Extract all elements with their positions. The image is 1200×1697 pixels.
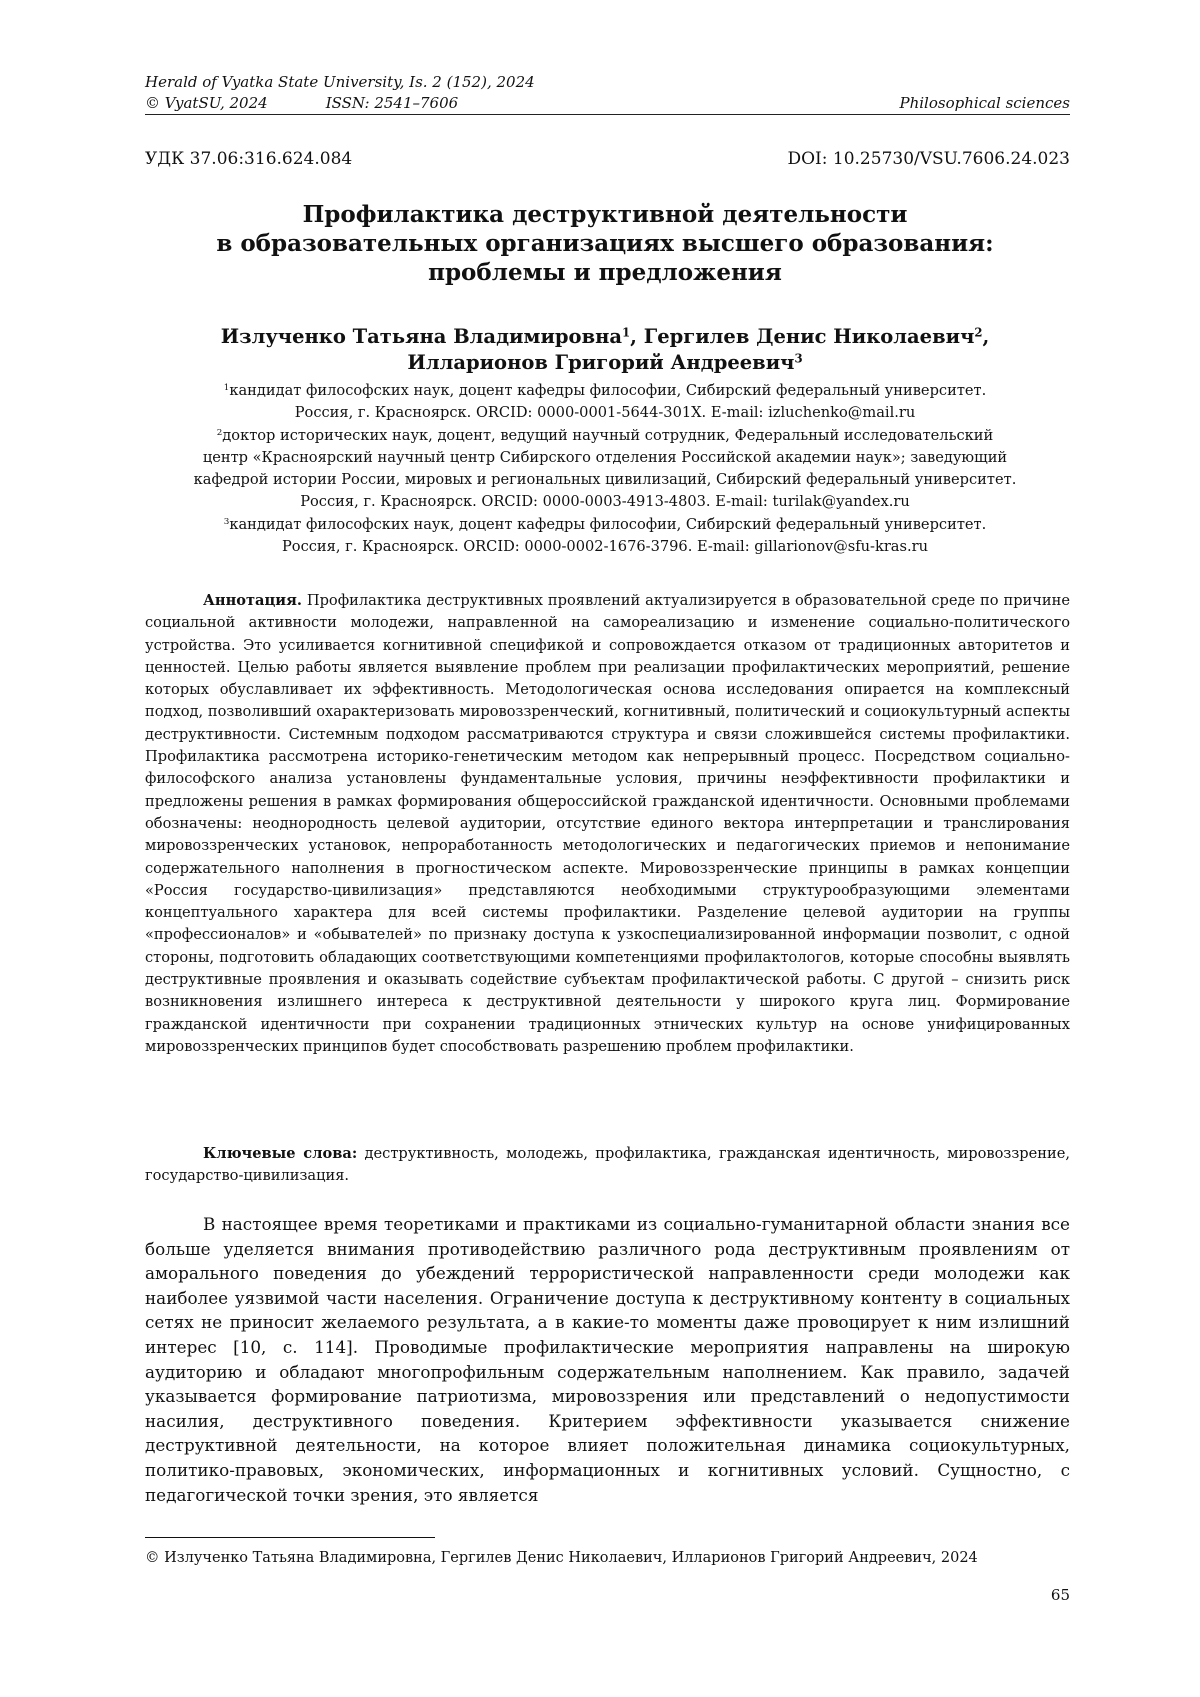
affiliation-line: Россия, г. Красноярск. ORCID: 0000-0002-1676-3796. E-mail: gillarionov@sfu-kras.ru (130, 536, 1080, 558)
article-title (130, 200, 1080, 287)
header-divider (145, 114, 1070, 115)
author-name: Гергилев Денис Николаевич (644, 325, 975, 348)
author-name: Илларионов Григорий Андреевич (407, 351, 794, 374)
article-identifiers (145, 149, 1070, 169)
affiliation-text: кандидат философских наук, доцент кафедры философии, Сибирский федеральный университет. (229, 516, 986, 533)
body-paragraph: В настоящее время теоретиками и практиками из социально-гуманитарной области знания все больше уделяется внимания противодействию различного рода деструктивным проявлениям от аморального поведения до убеждений террористической направленности среди молодежи как наиболее уязвимой части населения. Ограничение доступа к деструктивному контенту в социальных сетях не приносит желаемого результата, а в какие-то моменты даже провоцирует к ним излишний интерес [10, с. 114]. Проводимые профилактические мероприятия направлены на широкую аудиторию и обладают многопрофильным содержательным наполнением. Как правило, задачей указывается формирование патриотизма, мировоззрения или представлений о недопустимости насилия, деструктивного поведения. Критерием эффективности указывается снижение деструктивной деятельности, на которое влияет положительная динамика социокультурных, политико-правовых, экономических, информационных и когнитивных условий. Сущностно, с педагогической точки зрения, это является (145, 1212, 1070, 1507)
affiliation-line (130, 380, 1080, 402)
title-line: в образовательных организациях высшего образования: (130, 229, 1080, 258)
footnote-divider (145, 1537, 435, 1538)
author-index: 3 (794, 352, 802, 366)
authors-line (130, 350, 1080, 376)
affiliation-text: кандидат философских наук, доцент кафедры философии, Сибирский федеральный университет. (229, 382, 986, 399)
author-name: Излученко Татьяна Владимировна (221, 325, 622, 348)
author-index: 1 (622, 326, 630, 340)
abstract (145, 590, 1070, 1058)
issn: ISSN: 2541–7606 (326, 94, 458, 113)
affiliation-line: кафедрой истории России, мировых и региональных цивилизаций, Сибирский федеральный университет. (130, 469, 1080, 491)
authors-line: Излученко Татьяна Владимировна1, Гергилев Денис Николаевич2, (130, 324, 1080, 350)
affiliation-index: 1 (224, 383, 230, 393)
udk: УДК 37.06:316.624.084 (145, 149, 352, 169)
affiliation-index: 2 (217, 428, 223, 438)
journal-name: Herald of Vyatka State University, Is. 2 (152), 2024 (145, 73, 535, 91)
authors (130, 324, 1080, 376)
affiliation-line (130, 514, 1080, 536)
copyright-footnote: © Излученко Татьяна Владимировна, Гергилев Денис Николаевич, Илларионов Григорий Андреевич, 2024 (145, 1548, 1070, 1568)
abstract-label: Аннотация. (203, 592, 302, 609)
affiliations (130, 380, 1080, 558)
title-line: проблемы и предложения (130, 258, 1080, 287)
title-line: Профилактика деструктивной деятельности (130, 200, 1080, 229)
copyright: © VyatSU, 2024 (145, 94, 268, 113)
page-number: 65 (1051, 1586, 1070, 1604)
author-separator: , (630, 325, 644, 348)
keywords-label: Ключевые слова: (203, 1145, 357, 1162)
journal-subheader (145, 94, 1070, 113)
affiliation-line: центр «Красноярский научный центр Сибирского отделения Российской академии наук»; заведующий (130, 447, 1080, 469)
affiliation-index: 3 (224, 517, 230, 527)
affiliation-line: Россия, г. Красноярск. ORCID: 0000-0003-4913-4803. E-mail: turilak@yandex.ru (130, 491, 1080, 513)
affiliation-line: Россия, г. Красноярск. ORCID: 0000-0001-5644-301X. E-mail: izluchenko@mail.ru (130, 402, 1080, 424)
keywords-text: деструктивность, молодежь, профилактика, гражданская идентичность, мировоззрение, государство-цивилизация. (145, 1145, 1070, 1184)
affiliation-line (130, 425, 1080, 447)
author-index: 2 (974, 326, 982, 340)
abstract-text: Профилактика деструктивных проявлений актуализируется в образовательной среде по причине социальной активности молодежи, направленной на самореализацию и изменение социально-политического устройства. Это усиливается когнитивной спецификой и сопровождается отказом от традиционных авторитетов и ценностей. Целью работы является выявление проблем при реализации профилактических мероприятий, решение которых обуславливает их эффективность. Методологическая основа исследования опирается на комплексный подход, позволивший охарактеризовать мировоззренческий, когнитивный, политический и социокультурный аспекты деструктивности. Системным подходом рассматриваются структура и связи сложившейся системы профилактики. Профилактика рассмотрена историко-генетическим методом как непрерывный процесс. Посредством социально-философского анализа установлены фундаментальные условия, причины неэффективности профилактики и предложены решения в рамках формирования общероссийской гражданской идентичности. Основными проблемами обозначены: неоднородность целевой аудитории, отсутствие единого вектора интерпретации и транслирования мировоззренческих установок, непроработанность методологических и педагогических приемов и непонимание содержательного наполнения в прогностическом аспекте. Мировоззренческие принципы в рамках концепции «Россия государство-цивилизация» представляются необходимыми структурообразующими элементами концептуального характера для всей системы профилактики. Разделение целевой аудитории на группы «профессионалов» и «обывателей» по признаку доступа к узкоспециализированной информации позволит, с одной стороны, подготовить обладающих соответствующими компетенциями профилактологов, которые способны выявлять деструктивные проявления и оказывать содействие субъектам профилактической работы. С другой – снизить риск возникновения излишнего интереса к деструктивной деятельности у широкого круга лиц. Формирование гражданской идентичности при сохранении традиционных этнических культур на основе унифицированных мировоззренческих принципов будет способствовать разрешению проблем профилактики. (145, 592, 1070, 1055)
keywords (145, 1143, 1070, 1188)
doi: DOI: 10.25730/VSU.7606.24.023 (787, 149, 1070, 169)
journal-header (145, 73, 1070, 92)
affiliation-text: доктор исторических наук, доцент, ведущий научный сотрудник, Федеральный исследовательский (222, 427, 993, 444)
section-name: Philosophical sciences (900, 94, 1071, 113)
